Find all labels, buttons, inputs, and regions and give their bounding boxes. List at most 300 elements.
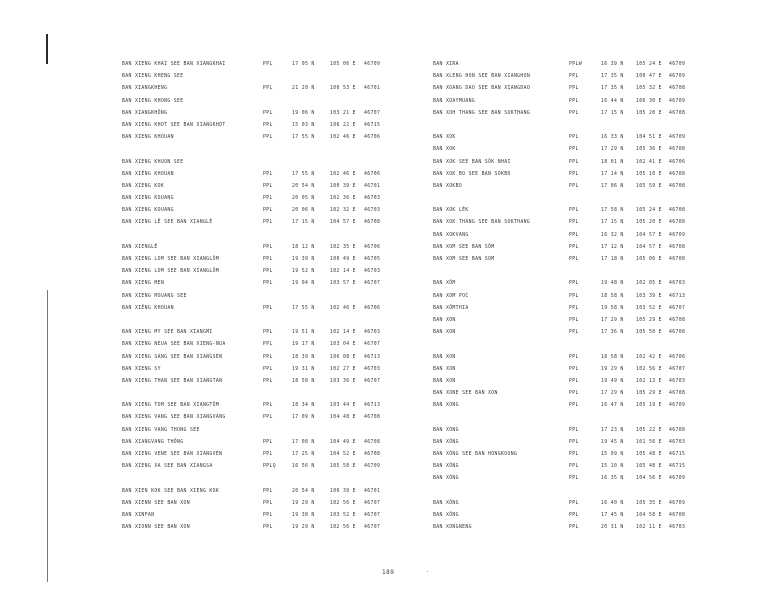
latitude: 17 15 N	[601, 110, 624, 116]
gazetteer-entry	[120, 59, 440, 71]
feature-class: PPL	[569, 464, 579, 470]
longitude: 103 39 E	[636, 293, 662, 299]
place-name: BAN XIENG KOK	[122, 183, 165, 189]
map-sheet: 46709	[364, 464, 381, 470]
latitude: 18 34 N	[292, 403, 315, 409]
map-sheet: 46708	[669, 317, 686, 323]
longitude: 100 53 E	[330, 86, 356, 92]
latitude: 17 15 N	[292, 220, 315, 226]
feature-class: PPL	[569, 391, 579, 397]
place-name: BAN XIEN KOK SEE BAN XIENG KOK	[122, 488, 220, 494]
longitude: 102 36 E	[330, 196, 356, 202]
feature-class: PPL	[569, 500, 579, 506]
map-sheet: 46709	[669, 403, 686, 409]
latitude: 16 56 N	[292, 464, 315, 470]
map-sheet: 46706	[364, 305, 381, 311]
feature-class: PPL	[569, 305, 579, 311]
longitude: 102 56 E	[330, 500, 356, 506]
gazetteer-entry	[431, 181, 751, 193]
place-name: BAN XOK	[433, 147, 456, 153]
map-sheet: 46707	[669, 366, 686, 372]
map-sheet: 46708	[669, 427, 686, 433]
latitude: 20 54 N	[292, 183, 315, 189]
feature-class: PPL	[263, 122, 273, 128]
place-name: BAN XIENG TOM SEE BAN XIANGTÔM	[122, 403, 220, 409]
place-name: BAN XIENG THAN SEE BAN XIANGTAN	[122, 378, 223, 384]
map-sheet: 46709	[669, 135, 686, 141]
gazetteer-entry	[431, 120, 751, 132]
feature-class: PPL	[569, 171, 579, 177]
gazetteer-entry	[431, 303, 751, 315]
place-name: BAN XIENG VANG SEE BAN XIANGVANG	[122, 415, 226, 421]
gazetteer-entry	[120, 230, 440, 242]
feature-class: PPL	[263, 305, 273, 311]
place-name: BAN XOKBO	[433, 183, 463, 189]
map-sheet: 46708	[669, 147, 686, 153]
feature-class: PPLQ	[263, 464, 276, 470]
gazetteer-entry	[120, 327, 440, 339]
longitude: 105 29 E	[636, 317, 662, 323]
latitude: 19 49 N	[601, 378, 624, 384]
place-name: BAN XÔNG SEE BAN HONGKOUNG	[433, 452, 518, 457]
feature-class: PPL	[569, 476, 579, 482]
longitude: 105 24 E	[636, 62, 662, 67]
place-name: BAN XIENG KOUANG	[122, 196, 174, 202]
latitude: 18 01 N	[601, 159, 624, 165]
latitude: 20 31 N	[601, 525, 624, 531]
feature-class: PPL	[263, 452, 273, 457]
longitude: 103 36 E	[330, 378, 356, 384]
latitude: 15 10 N	[601, 464, 624, 470]
place-name: BAN XIENG KOUANG	[122, 208, 174, 214]
latitude: 19 29 N	[292, 525, 315, 531]
feature-class: PPL	[569, 525, 579, 531]
gazetteer-entry	[120, 278, 440, 290]
feature-class: PPL	[263, 512, 273, 518]
map-sheet: 46707	[364, 342, 381, 348]
gazetteer-entry	[431, 266, 751, 278]
latitude: 17 29 N	[601, 147, 624, 153]
place-name: BAN XOK SEE BAN SÔK NHAI	[433, 159, 511, 165]
feature-class: PPL	[569, 354, 579, 360]
map-sheet: 46713	[364, 354, 381, 360]
gazetteer-entry	[120, 71, 440, 83]
longitude: 101 56 E	[636, 439, 662, 445]
place-name: BAN XIENG SY	[122, 366, 161, 372]
map-sheet: 46706	[364, 171, 381, 177]
gazetteer-entry	[120, 96, 440, 108]
gazetteer-entry	[431, 96, 751, 108]
place-name: BAN XOH THANG SEE BAN SOKTHANG	[433, 110, 531, 116]
latitude: 17 05 N	[292, 62, 315, 67]
map-sheet: 46708	[669, 391, 686, 397]
gazetteer-entry	[431, 339, 751, 351]
feature-class: PPL	[569, 220, 579, 226]
gazetteer-entry	[431, 59, 751, 71]
map-sheet: 46706	[669, 159, 686, 165]
longitude: 100 49 E	[330, 257, 356, 262]
map-sheet: 46706	[364, 244, 381, 250]
longitude: 103 57 E	[330, 281, 356, 287]
scan-speck	[427, 571, 428, 572]
map-sheet: 46708	[669, 220, 686, 226]
latitude: 19 29 N	[601, 366, 624, 372]
feature-class: PPL	[569, 98, 579, 104]
longitude: 105 35 E	[636, 500, 662, 506]
latitude: 17 55 N	[292, 135, 315, 141]
latitude: 19 31 N	[292, 366, 315, 372]
feature-class: PPL	[263, 281, 273, 287]
latitude: 19 17 N	[292, 342, 315, 348]
map-sheet: 46708	[669, 244, 686, 250]
latitude: 16 35 N	[601, 476, 624, 482]
place-name: BAN XIENG KHONG SEE	[122, 98, 184, 104]
longitude: 104 57 E	[330, 220, 356, 226]
gazetteer-entry	[120, 522, 440, 534]
gazetteer-entry	[431, 364, 751, 376]
feature-class: PPL	[569, 208, 579, 214]
gazetteer-entry	[431, 449, 751, 461]
latitude: 19 51 N	[292, 330, 315, 336]
feature-class: PPL	[569, 232, 579, 238]
feature-class: PPL	[263, 244, 273, 250]
gazetteer-left-column	[120, 59, 440, 534]
gazetteer-entry	[431, 291, 751, 303]
place-name: BAN XIANGKHENG	[122, 86, 168, 92]
map-sheet: 46701	[364, 488, 381, 494]
gazetteer-entry	[431, 327, 751, 339]
longitude: 104 52 E	[330, 452, 356, 457]
longitude: 103 52 E	[636, 305, 662, 311]
map-sheet: 46708	[669, 257, 686, 262]
feature-class: PPL	[569, 74, 579, 80]
feature-class: PPL	[263, 196, 273, 202]
place-name: BAN XOK LÊK	[433, 208, 469, 214]
latitude: 16 47 N	[601, 403, 624, 409]
feature-class: PPL	[569, 244, 579, 250]
place-name: BAN XON	[433, 330, 456, 336]
gazetteer-entry	[431, 193, 751, 205]
place-name: BAN XIENG VANG THONG SEE	[122, 427, 200, 433]
latitude: 17 45 N	[601, 512, 624, 518]
feature-class: PPL	[569, 366, 579, 372]
feature-class: PPL	[263, 269, 273, 275]
place-name: BAN XIONN SEE BAN XON	[122, 525, 190, 531]
latitude: 17 08 N	[292, 439, 315, 445]
feature-class: PPL	[569, 86, 579, 92]
gazetteer-entry	[431, 522, 751, 534]
place-name: BAN XOK	[433, 135, 456, 141]
place-name: BAN XIENG KHOT SEE BAN XIANGKHỘT	[122, 122, 226, 128]
gazetteer-entry	[120, 108, 440, 120]
gazetteer-entry	[120, 425, 440, 437]
longitude: 103 44 E	[330, 403, 356, 409]
place-name: BAN XIENG XA SEE BAN XIANGSA	[122, 464, 213, 470]
longitude: 105 59 E	[636, 183, 662, 189]
feature-class: PPL	[263, 439, 273, 445]
gazetteer-entry	[431, 132, 751, 144]
longitude: 106 22 E	[330, 122, 356, 128]
feature-class: PPL	[569, 378, 579, 384]
gazetteer-entry	[120, 291, 440, 303]
latitude: 19 39 N	[292, 257, 315, 262]
place-name: BAN XÔNG	[433, 512, 459, 518]
gazetteer-entry	[431, 242, 751, 254]
latitude: 16 40 N	[601, 500, 624, 506]
feature-class: PPL	[263, 378, 273, 384]
latitude: 17 09 N	[292, 415, 315, 421]
gazetteer-entry	[120, 266, 440, 278]
map-sheet: 46713	[669, 293, 686, 299]
place-name: BAN XOM POC	[433, 293, 469, 299]
latitude: 18 39 N	[292, 354, 315, 360]
latitude: 16 32 N	[601, 232, 624, 238]
map-sheet: 46703	[669, 378, 686, 384]
place-name: BAN XÔNG	[433, 500, 459, 506]
feature-class: PPL	[263, 171, 273, 177]
place-name: BAN XÔMTHIA	[433, 305, 469, 311]
latitude: 21 20 N	[292, 86, 315, 92]
place-name: BAN XIENG VENE SEE BAN XIANGVÈN	[122, 452, 223, 457]
latitude: 17 35 N	[601, 86, 624, 92]
feature-class: PPL	[569, 403, 579, 409]
place-name: BAN XIENGLÊ	[122, 244, 158, 250]
latitude: 16 44 N	[601, 98, 624, 104]
feature-class: PPL	[263, 415, 273, 421]
gazetteer-entry	[120, 339, 440, 351]
feature-class: PPL	[569, 427, 579, 433]
latitude: 20 06 N	[292, 208, 315, 214]
feature-class: PPL	[263, 183, 273, 189]
map-sheet: 46703	[364, 269, 381, 275]
latitude: 15 09 N	[601, 452, 624, 457]
longitude: 102 27 E	[330, 366, 356, 372]
feature-class: PPL	[263, 86, 273, 92]
map-sheet: 46703	[364, 330, 381, 336]
margin-mark-top	[46, 34, 48, 64]
longitude: 102 41 E	[636, 159, 662, 165]
longitude: 100 39 E	[330, 488, 356, 494]
longitude: 103 52 E	[330, 512, 356, 518]
feature-class: PPL	[569, 257, 579, 262]
gazetteer-entry	[431, 412, 751, 424]
longitude: 102 56 E	[636, 366, 662, 372]
gazetteer-entry	[431, 83, 751, 95]
gazetteer-entry	[120, 498, 440, 510]
latitude: 17 55 N	[292, 305, 315, 311]
map-sheet: 46707	[364, 512, 381, 518]
gazetteer-right-column	[431, 59, 751, 534]
latitude: 18 58 N	[292, 378, 315, 384]
longitude: 106 08 E	[330, 354, 356, 360]
gazetteer-entry	[431, 315, 751, 327]
gazetteer-entry	[120, 83, 440, 95]
place-name: BAN XOANG DAO SEE BAN XIANGDAO	[433, 86, 531, 92]
feature-class: PPLW	[569, 62, 582, 67]
map-sheet: 46703	[364, 366, 381, 372]
place-name: BAN XONE SEE BAN XON	[433, 391, 498, 397]
map-sheet: 46708	[364, 452, 381, 457]
place-name: BAN XIENG MEN	[122, 281, 165, 287]
place-name: BAN XOK BO SEE BAN SOKBO	[433, 171, 511, 177]
place-name: BAN XON	[433, 378, 456, 384]
gazetteer-entry	[120, 376, 440, 388]
longitude: 104 49 E	[330, 439, 356, 445]
latitude: 17 29 N	[601, 317, 624, 323]
longitude: 102 42 E	[636, 354, 662, 360]
longitude: 105 20 E	[636, 220, 662, 226]
gazetteer-entry	[120, 169, 440, 181]
latitude: 19 06 N	[292, 110, 315, 116]
gazetteer-entry	[120, 473, 440, 485]
feature-class: PPL	[263, 354, 273, 360]
gazetteer-entry	[120, 181, 440, 193]
longitude: 105 19 E	[636, 403, 662, 409]
map-sheet: 46715	[669, 464, 686, 470]
map-sheet: 46703	[364, 208, 381, 214]
latitude: 17 12 N	[601, 244, 624, 250]
latitude: 19 38 N	[292, 512, 315, 518]
place-name: BAN XIENG NEUA SEE BAN XIENG-NUA	[122, 342, 226, 348]
longitude: 105 48 E	[636, 464, 662, 470]
map-sheet: 46706	[364, 135, 381, 141]
map-sheet: 46707	[364, 525, 381, 531]
gazetteer-entry	[120, 120, 440, 132]
map-sheet: 46707	[669, 305, 686, 311]
longitude: 102 46 E	[330, 305, 356, 311]
place-name: BAN XIENN SEE BAN XON	[122, 500, 190, 506]
longitude: 105 48 E	[636, 452, 662, 457]
longitude: 105 50 E	[636, 330, 662, 336]
feature-class: PPL	[569, 452, 579, 457]
map-sheet: 46708	[669, 171, 686, 177]
latitude: 17 25 N	[292, 452, 315, 457]
latitude: 20 54 N	[292, 488, 315, 494]
feature-class: PPL	[263, 110, 273, 116]
map-sheet: 46708	[669, 512, 686, 518]
gazetteer-entry	[120, 364, 440, 376]
longitude: 105 10 E	[636, 171, 662, 177]
place-name: BAN XIÊNG KHOUAN	[122, 305, 174, 311]
gazetteer-entry	[431, 278, 751, 290]
map-sheet: 46708	[669, 86, 686, 92]
place-name: BAN XON	[433, 317, 456, 323]
gazetteer-entry	[431, 217, 751, 229]
gazetteer-entry	[120, 144, 440, 156]
place-name: BAN XOM SEE BAN SOM	[433, 257, 495, 262]
latitude: 18 12 N	[292, 244, 315, 250]
gazetteer-entry	[431, 510, 751, 522]
gazetteer-entry	[431, 486, 751, 498]
longitude: 102 11 E	[636, 525, 662, 531]
gazetteer-entry	[431, 157, 751, 169]
latitude: 17 35 N	[601, 74, 624, 80]
feature-class: PPL	[569, 281, 579, 287]
feature-class: PPL	[569, 159, 579, 165]
gazetteer-entry	[431, 108, 751, 120]
place-name: BAN XON	[433, 366, 456, 372]
map-sheet: 46708	[669, 110, 686, 116]
longitude: 102 32 E	[330, 208, 356, 214]
place-name: BAN XIENG KHENG SEE	[122, 74, 184, 80]
map-sheet: 46706	[669, 354, 686, 360]
gazetteer-entry	[431, 473, 751, 485]
map-sheet: 46709	[669, 476, 686, 482]
map-sheet: 46709	[669, 232, 686, 238]
latitude: 17 15 N	[601, 220, 624, 226]
latitude: 16 33 N	[601, 135, 624, 141]
latitude: 17 18 N	[601, 257, 624, 262]
feature-class: PPL	[569, 439, 579, 445]
place-name: BAN XINFAN	[122, 512, 155, 518]
longitude: 102 35 E	[330, 244, 356, 250]
gazetteer-entry	[431, 498, 751, 510]
place-name: BAN XIENG SANG SEE BAN XIANGSÈN	[122, 354, 223, 360]
map-sheet: 46703	[669, 525, 686, 531]
place-name: BAN XIÊNG KHOUAN	[122, 171, 174, 177]
feature-class: PPL	[569, 183, 579, 189]
gazetteer-entry	[431, 388, 751, 400]
feature-class: PPL	[569, 512, 579, 518]
gazetteer-entry	[431, 230, 751, 242]
map-sheet: 46708	[669, 183, 686, 189]
map-sheet: 46709	[669, 74, 686, 80]
longitude: 103 21 E	[330, 110, 356, 116]
longitude: 100 39 E	[330, 183, 356, 189]
longitude: 105 58 E	[330, 464, 356, 470]
latitude: 19 04 N	[292, 281, 315, 287]
feature-class: PPL	[263, 135, 273, 141]
gazetteer-entry	[120, 315, 440, 327]
gazetteer-entry	[120, 449, 440, 461]
latitude: 17 55 N	[292, 171, 315, 177]
longitude: 104 51 E	[636, 135, 662, 141]
map-sheet: 46703	[669, 281, 686, 287]
latitude: 18 58 N	[601, 293, 624, 299]
place-name: BAN XIENG KHUON SEE	[122, 159, 184, 165]
feature-class: PPL	[569, 135, 579, 141]
place-name: BAN XÔNG	[433, 439, 459, 445]
place-name: BAN XONG	[433, 403, 459, 409]
feature-class: PPL	[569, 330, 579, 336]
map-sheet: 46709	[669, 98, 686, 104]
longitude: 104 48 E	[330, 415, 356, 421]
longitude: 104 58 E	[636, 512, 662, 518]
gazetteer-entry	[431, 254, 751, 266]
latitude: 19 29 N	[292, 500, 315, 506]
gazetteer-entry	[120, 132, 440, 144]
longitude: 105 06 E	[330, 62, 356, 67]
feature-class: PPL	[263, 525, 273, 531]
feature-class: PPL	[263, 257, 273, 262]
place-name: BAN XOKVANG	[433, 232, 469, 238]
gazetteer-entry	[431, 144, 751, 156]
latitude: 17 14 N	[601, 171, 624, 177]
longitude: 102 14 E	[330, 330, 356, 336]
longitude: 104 57 E	[636, 232, 662, 238]
map-sheet: 46703	[364, 196, 381, 202]
map-sheet: 46701	[364, 86, 381, 92]
gazetteer-entry	[120, 352, 440, 364]
longitude: 102 13 E	[636, 378, 662, 384]
longitude: 104 57 E	[636, 244, 662, 250]
latitude: 17 23 N	[601, 427, 624, 433]
gazetteer-entry	[120, 303, 440, 315]
map-sheet: 46707	[364, 281, 381, 287]
feature-class: PPL	[263, 403, 273, 409]
gazetteer-entry	[120, 510, 440, 522]
place-name: BAN XÔNG	[433, 464, 459, 470]
